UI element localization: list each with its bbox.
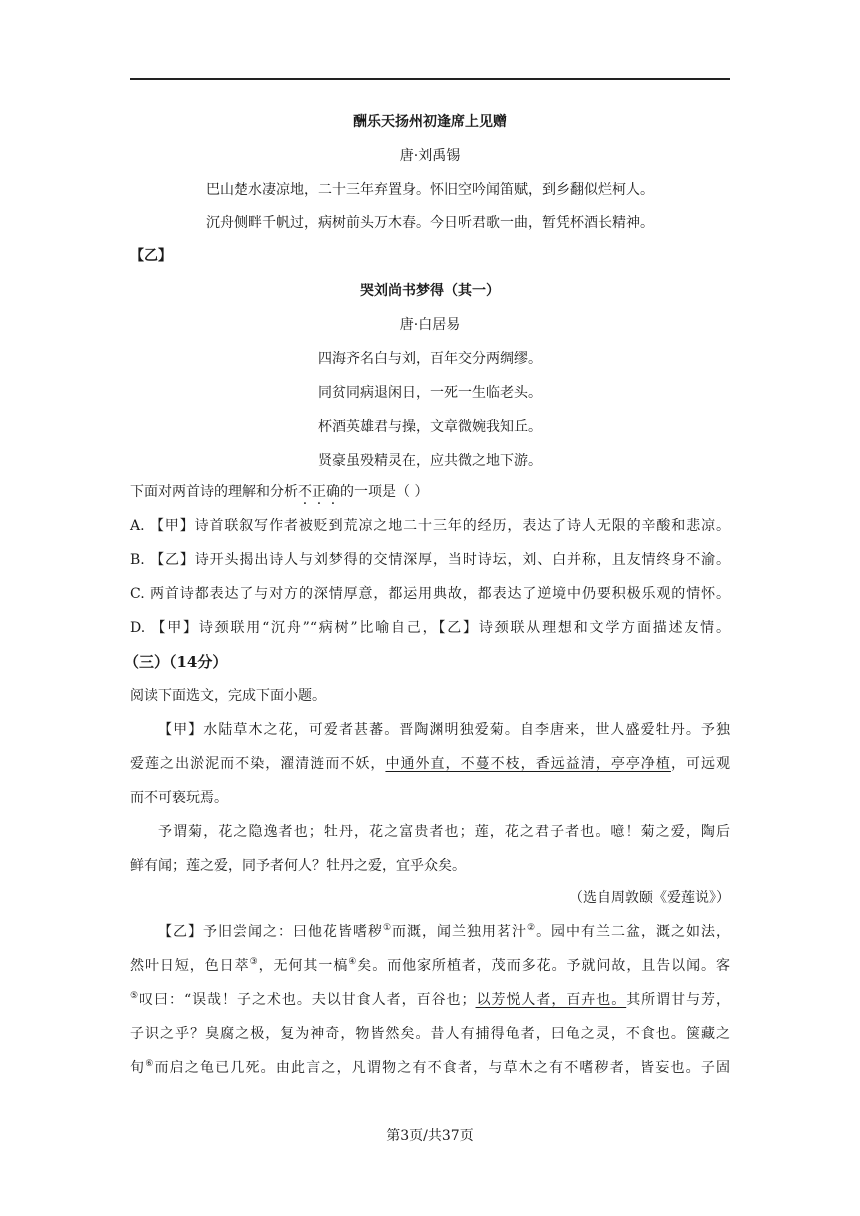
passage-yi-line-3-a: 叹曰：“误哉！子之术也。夫以甘食人者，百谷也； <box>139 992 476 1008</box>
emphasis-char-2: 正 <box>312 484 326 500</box>
passage-yi-line-5-b: 而启之龟已几死。由此言之，凡谓物之有不食者，与草木之有不嗜秽者，皆妄也。子固 <box>154 1060 731 1076</box>
passage-jia-line-1: 【甲】水陆草木之花，可爱者甚蕃。晋陶渊明独爱菊。自李唐来，世人盛爱牡丹。予独 <box>158 722 730 738</box>
poem-jia-author: 唐·刘禹锡 <box>399 148 461 164</box>
poem-jia-title: 酬乐天扬州初逢席上见赠 <box>353 114 507 130</box>
footnote-6: ⑥ <box>145 1059 155 1069</box>
footnote-3: ③ <box>249 957 259 967</box>
passage-yi-line-3-b: 其所谓甘与芳， <box>626 992 731 1008</box>
poem-yi-line-4: 贤豪虽殁精灵在，应共微之地下游。 <box>318 453 542 469</box>
passage-yi-line-4: 子识之乎？臭腐之极，复为神奇，物皆然矣。昔人有捕得龟者，曰龟之灵，不食也。箧藏之 <box>130 1026 730 1042</box>
poem-yi-line-3: 杯酒英雄君与操，文章微婉我知丘。 <box>318 419 542 435</box>
option-d[interactable]: D. 【甲】诗颈联用“沉舟”“病树”比喻自己，【乙】诗颈联从理想和文学方面描述友情。 <box>130 620 730 636</box>
section-instruction: 阅读下面选文，完成下面小题。 <box>130 688 326 704</box>
passage-yi-line-2-c: 矣。而他家所植者，茂而多花。予就问故，且告以闻。客 <box>357 958 731 974</box>
option-c[interactable]: C. 两首诗都表达了与对方的深情厚意，都运用典故，都表达了逆境中仍要积极乐观的情怀。 <box>130 586 730 602</box>
passage-yi-line-2-b: ，无何其一槁 <box>258 958 349 974</box>
footnote-1: ① <box>382 923 393 933</box>
passage-jia-p2-line-1: 予谓菊，花之隐逸者也；牡丹，花之富贵者也；莲，花之君子者也。噫！菊之爱，陶后 <box>158 824 730 840</box>
poem-yi-title: 哭刘尚书梦得（其一） <box>360 283 500 299</box>
passage-yi-line-2-a: 然叶日短，色日萃 <box>130 958 250 974</box>
poem-jia-line-2: 沉舟侧畔千帆过，病树前头万木春。今日听君歌一曲，暂凭杯酒长精神。 <box>206 215 654 231</box>
footnote-5: ⑤ <box>130 991 140 1001</box>
passage-yi-line-1-a: 【乙】予旧尝闻之：曰他花皆嗜秽 <box>158 924 383 940</box>
footnote-2: ② <box>526 923 537 933</box>
footnote-4: ④ <box>348 957 358 967</box>
underlined-phrase-jia: 中通外直，不蔓不枝，香远益清，亭亭净植 <box>385 756 671 772</box>
passage-yi-line-3 <box>130 990 730 1010</box>
passage-jia-source: （选自周敦颐《爱莲说》） <box>569 890 730 906</box>
label-yi: 【乙】 <box>130 248 172 264</box>
passage-yi-line-2 <box>130 956 730 976</box>
passage-yi-line-1-c: 。园中有兰二盆，溉之如法， <box>536 924 731 940</box>
poem-yi-line-1: 四海齐名白与刘，百年交分两绸缪。 <box>318 351 542 367</box>
question-suffix: 的一项是（ ） <box>340 484 429 500</box>
question-prefix: 下面对两首诗的理解和分析 <box>130 484 298 500</box>
passage-jia-p2-line-2: 鲜有闻；莲之爱，同予者何人？牡丹之爱，宜乎众矣。 <box>130 858 466 874</box>
passage-jia-line-2-a: 爱莲之出淤泥而不染，濯清涟而不妖， <box>130 756 386 772</box>
passage-yi-line-5-a: 旬 <box>130 1060 146 1076</box>
emphasis-char-1: 不 <box>298 484 312 500</box>
passage-yi-line-1-b: 而溉，闻兰独用茗汁 <box>392 924 527 940</box>
emphasis-char-3: 确 <box>326 484 340 500</box>
passage-yi-line-5 <box>130 1058 730 1078</box>
poem-yi-line-2: 同贫同病退闲日，一死一生临老头。 <box>318 385 542 401</box>
poem-yi-author: 唐·白居易 <box>399 317 461 333</box>
header-rule <box>130 78 730 80</box>
page-footer: 第3页/共37页 <box>386 1128 474 1144</box>
section-heading: （三）（14分） <box>124 653 228 671</box>
passage-jia-line-2 <box>130 754 730 774</box>
passage-jia-line-3: 而不可亵玩焉。 <box>130 790 228 806</box>
passage-yi-line-1 <box>158 922 730 942</box>
option-b[interactable]: B. 【乙】诗开头揭出诗人与刘梦得的交情深厚，当时诗坛，刘、白并称，且友情终身不渝。 <box>130 552 730 568</box>
question-stem <box>130 482 428 502</box>
option-a[interactable]: A. 【甲】诗首联叙写作者被贬到荒凉之地二十三年的经历，表达了诗人无限的辛酸和悲凉。 <box>130 518 730 534</box>
poem-jia-line-1: 巴山楚水凄凉地，二十三年弃置身。怀旧空吟闻笛赋，到乡翻似烂柯人。 <box>206 182 654 198</box>
passage-jia-line-2-b: ，可远观 <box>670 756 731 772</box>
underlined-phrase-yi: 以芳悦人者，百卉也。 <box>475 992 627 1008</box>
